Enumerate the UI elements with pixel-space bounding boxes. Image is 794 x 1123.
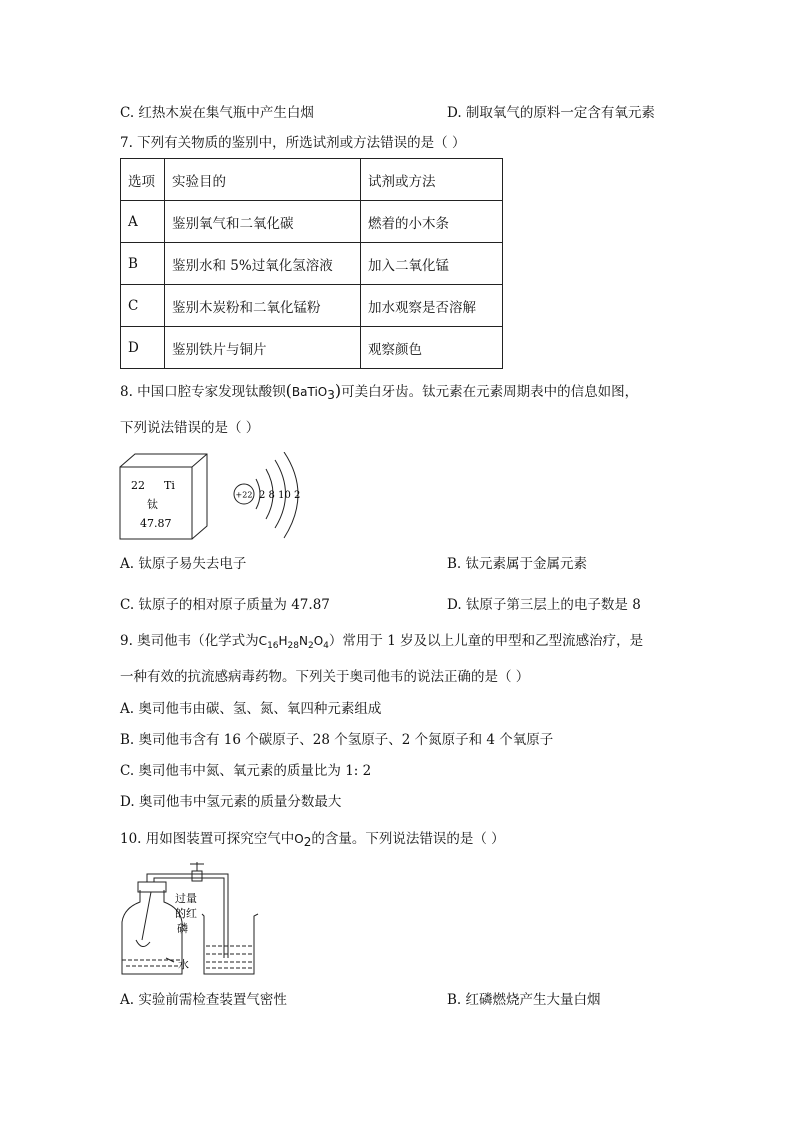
table-cell: 观察颜色 bbox=[361, 327, 503, 369]
q6-option-c: C. 红热木炭在集气瓶中产生白烟 bbox=[120, 105, 314, 121]
table-header-cell: 实验目的 bbox=[165, 159, 361, 201]
table-row bbox=[121, 327, 503, 369]
q10-option-a: A. 实验前需检查装置气密性 bbox=[120, 992, 287, 1008]
q9-option-a: A. 奥司他韦由碳、氢、氮、氧四种元素组成 bbox=[120, 701, 382, 717]
element-number: 22 bbox=[131, 479, 145, 492]
table-header-row bbox=[121, 159, 503, 201]
q9-stem-part-b: ）常用于 1 岁及以上儿童的甲型和乙型流感治疗，是 bbox=[328, 633, 644, 649]
q8-formula: BaTiO bbox=[291, 385, 328, 399]
label-phosphorus-2: 的红 bbox=[175, 907, 197, 920]
table-row bbox=[121, 285, 503, 327]
q9-option-b: B. 奥司他韦含有 16 个碳原子、28 个氢原子、2 个氮原子和 4 个氧原子 bbox=[120, 732, 554, 748]
nucleus-charge: +22 bbox=[235, 490, 253, 500]
table-cell: C bbox=[121, 285, 165, 327]
q8-stem-part-a: 8. 中国口腔专家发现钛酸钡 bbox=[120, 384, 286, 400]
table-cell: A bbox=[121, 201, 165, 243]
element-symbol: Ti bbox=[164, 479, 175, 492]
tube-clamp bbox=[192, 871, 202, 881]
q8-stem-part-b: 可美白牙齿。钛元素在元素周期表中的信息如图， bbox=[341, 384, 639, 400]
q7-stem: 7. 下列有关物质的鉴别中，所选试剂或方法错误的是（ ） bbox=[120, 135, 466, 151]
q9-stem-part-a: 9. 奥司他韦（化学式为 bbox=[120, 633, 259, 649]
titanium-element-figure bbox=[118, 452, 318, 542]
phosphorus-apparatus-figure bbox=[118, 862, 263, 977]
table-cell: B bbox=[121, 243, 165, 285]
table-cell: 加入二氧化锰 bbox=[361, 243, 503, 285]
q8-option-d: D. 钛原子第三层上的电子数是 8 bbox=[447, 597, 641, 613]
table-header-cell: 选项 bbox=[121, 159, 165, 201]
q9-option-c: C. 奥司他韦中氮、氧元素的质量比为 1: 2 bbox=[120, 763, 372, 779]
q10-stem: 10. 用如图装置可探究空气中O2的含量。下列说法错误的是（ ） bbox=[120, 831, 505, 849]
q7-table bbox=[120, 158, 503, 369]
table-row bbox=[121, 201, 503, 243]
q8-stem-line2: 下列说法错误的是（ ） bbox=[120, 420, 260, 436]
table-cell: D bbox=[121, 327, 165, 369]
electron-shell-counts: 2 8 10 2 bbox=[259, 490, 301, 501]
table-cell: 加水观察是否溶解 bbox=[361, 285, 503, 327]
table-header-cell: 试剂或方法 bbox=[361, 159, 503, 201]
q10-stem-part-a: 10. 用如图装置可探究空气中 bbox=[120, 831, 295, 847]
table-cell: 鉴别铁片与铜片 bbox=[165, 327, 361, 369]
q8-stem: 8. 中国口腔专家发现钛酸钡(BaTiO3)可美白牙齿。钛元素在元素周期表中的信息如图， bbox=[120, 381, 639, 402]
combustion-spoon bbox=[136, 940, 150, 947]
q8-formula-sub: 3 bbox=[327, 388, 335, 402]
table-cell: 燃着的小木条 bbox=[361, 201, 503, 243]
q8-option-c: C. 钛原子的相对原子质量为 47.87 bbox=[120, 597, 330, 613]
q9-formula: $C_{16}H_{28}N_2O_4$ bbox=[258, 634, 329, 651]
table-cell: 鉴别木炭粉和二氧化锰粉 bbox=[165, 285, 361, 327]
bottle-stopper bbox=[138, 882, 166, 892]
q9-stem-line2: 一种有效的抗流感病毒药物。下列关于奥司他韦的说法正确的是（ ） bbox=[120, 669, 530, 685]
q9-stem bbox=[120, 632, 643, 655]
label-phosphorus-1: 过量 bbox=[175, 892, 197, 905]
element-name: 钛 bbox=[147, 498, 158, 511]
element-mass: 47.87 bbox=[140, 517, 172, 530]
beaker bbox=[202, 914, 258, 974]
table-cell: 鉴别氧气和二氧化碳 bbox=[165, 201, 361, 243]
q8-option-b: B. 钛元素属于金属元素 bbox=[447, 556, 588, 572]
label-water: 水 bbox=[178, 958, 189, 971]
table-row bbox=[121, 243, 503, 285]
q8-option-a: A. 钛原子易失去电子 bbox=[120, 556, 247, 572]
q9-option-d: D. 奥司他韦中氢元素的质量分数最大 bbox=[120, 794, 342, 810]
q6-option-d: D. 制取氧气的原料一定含有氧元素 bbox=[447, 105, 655, 121]
table-cell: 鉴别水和 5%过氧化氢溶液 bbox=[165, 243, 361, 285]
q10-stem-part-b: 的含量。下列说法错误的是（ ） bbox=[311, 831, 505, 847]
label-phosphorus-3: 磷 bbox=[177, 922, 188, 935]
q10-option-b: B. 红磷燃烧产生大量白烟 bbox=[447, 992, 601, 1008]
